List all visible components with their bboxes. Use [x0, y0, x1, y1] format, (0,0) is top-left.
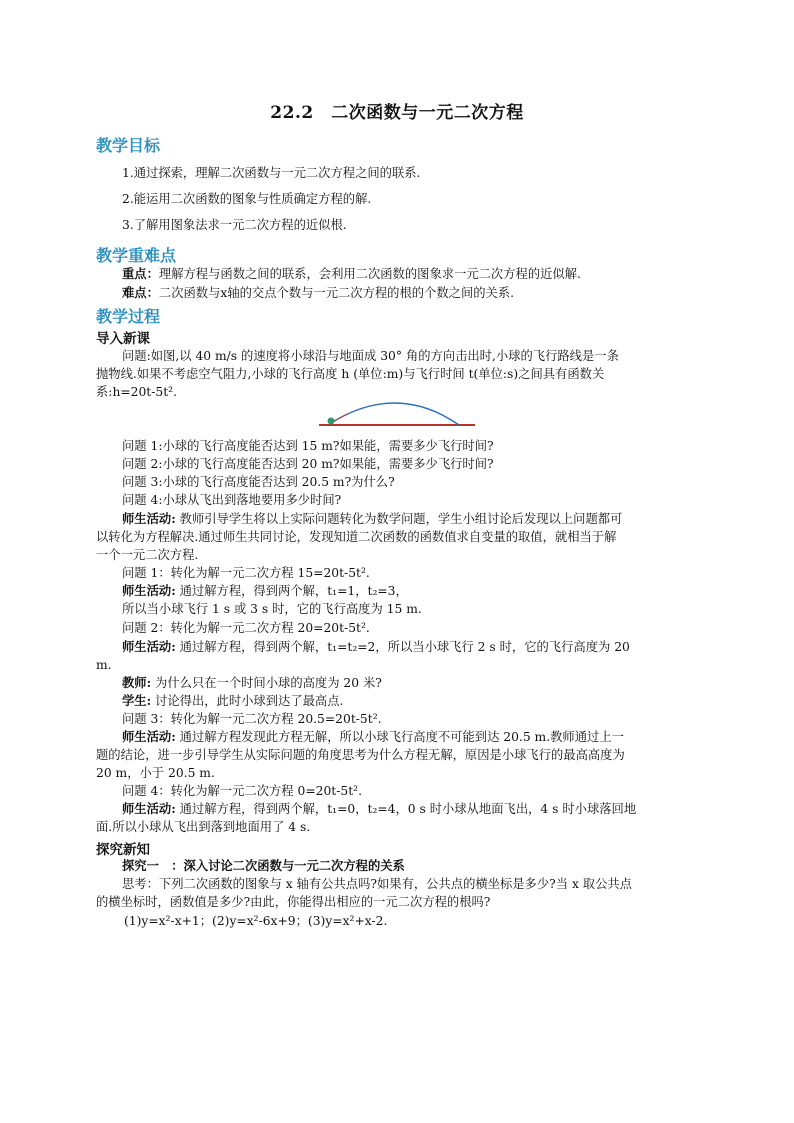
activity-2-line-1 [122, 583, 408, 599]
objective-item-3: 3.了解用图象法求一元二次方程的近似根. [122, 218, 347, 232]
activity-label: 师生活动: [122, 639, 176, 654]
activity-5-line-1 [122, 801, 636, 817]
difficulty-label: 难点： [122, 285, 159, 300]
activity-1-line-3: 一个一元二次方程. [96, 548, 199, 562]
activity-1-line-1 [122, 511, 622, 527]
activity-4-text: 通过解方程发现此方程无解，所以小球飞行高度不可能到达 20.5 m.教师通过上一 [175, 730, 624, 744]
ball-trajectory-figure [317, 396, 477, 430]
focus-line [122, 266, 581, 282]
activity-3-line-2: m. [96, 658, 112, 672]
intro-paragraph-line-3: 系:h=20t-5t². [96, 385, 178, 399]
teacher-text: 为什么只在一个时间小球的高度为 20 米? [151, 676, 382, 690]
objective-item-2: 2.能运用二次函数的图象与性质确定方程的解. [122, 192, 372, 206]
activity-label: 师生活动: [122, 729, 176, 744]
difficulty-line [122, 285, 514, 301]
activity-4-line-3: 20 m，小于 20.5 m. [96, 766, 215, 780]
activity-label: 师生活动: [122, 583, 176, 598]
subheading-explore: 探究新知 [96, 842, 150, 858]
think-line-1: 思考：下列二次函数的图象与 x 轴有公共点吗?如果有，公共点的横坐标是多少?当 x 取公共点 [122, 877, 632, 891]
activity-5-text: 通过解方程，得到两个解，t₁=0，t₂=4，0 s 时小球从地面飞出，4 s 时小球落回地 [175, 802, 637, 816]
activity-4-line-1 [122, 729, 624, 745]
activity-5-line-2: 面.所以小球从飞出到落到地面用了 4 s. [96, 820, 311, 834]
teacher-label: 教师: [122, 675, 152, 690]
section-heading-objectives: 教学目标 [96, 136, 161, 155]
focus-text: 理解方程与函数之间的联系，会利用二次函数的图象求一元二次方程的近似解. [158, 267, 581, 281]
student-line [122, 693, 343, 709]
student-text: 讨论得出，此时小球到达了最高点. [151, 694, 344, 708]
activity-1-text: 教师引导学生将以上实际问题转化为数学问题，学生小组讨论后发现以上问题都可 [175, 512, 623, 526]
section-heading-key-points: 教学重难点 [96, 246, 177, 265]
difficulty-text: 二次函数与x轴的交点个数与一元二次方程的根的个数之间的关系. [158, 286, 515, 300]
problem-3-conversion: 问题 3：转化为解一元二次方程 20.5=20t-5t². [122, 712, 382, 726]
activity-3-line-1 [122, 639, 630, 655]
activity-2-line-2: 所以当小球飞行 1 s 或 3 s 时，它的飞行高度为 15 m. [122, 602, 422, 616]
activity-label: 师生活动: [122, 801, 176, 816]
explore-subheading-1: 探究一 ：深入讨论二次函数与一元二次方程的关系 [122, 858, 405, 873]
think-line-2: 的横坐标时，函数值是多少?由此，你能得出相应的一元二次方程的根吗? [96, 895, 491, 909]
question-3: 问题 3:小球的飞行高度能否达到 20.5 m?为什么? [122, 475, 395, 489]
teacher-line [122, 675, 382, 691]
question-2: 问题 2:小球的飞行高度能否达到 20 m?如果能，需要多少飞行时间? [122, 457, 494, 471]
problem-1-conversion: 问题 1：转化为解一元二次方程 15=20t-5t². [122, 566, 370, 580]
section-heading-process: 教学过程 [96, 307, 161, 326]
problem-4-conversion: 问题 4：转化为解一元二次方程 0=20t-5t². [122, 784, 362, 798]
intro-paragraph-line-1: 问题:如图,以 40 m/s 的速度将小球沿与地面成 30° 角的方向击出时,小球的飞行路线是一条 [122, 349, 619, 363]
activity-2-text: 通过解方程，得到两个解，t₁=1，t₂=3， [175, 584, 408, 598]
question-4: 问题 4:小球从飞出到落地要用多少时间? [122, 493, 342, 507]
intro-paragraph-line-2: 抛物线.如果不考虑空气阻力,小球的飞行高度 h (单位:m)与飞行时间 t(单位:s)之间具有函数关 [96, 367, 605, 381]
activity-4-line-2: 题的结论，进一步引导学生从实际问题的角度思考为什么方程无解，原因是小球飞行的最高高度为 [96, 748, 625, 762]
parabola-path [331, 403, 459, 425]
subheading-intro: 导入新课 [96, 331, 150, 347]
student-label: 学生: [122, 693, 152, 708]
function-list: (1)y=x²-x+1；(2)y=x²-6x+9；(3)y=x²+x-2. [124, 914, 388, 928]
problem-2-conversion: 问题 2：转化为解一元二次方程 20=20t-5t². [122, 621, 370, 635]
activity-3-text: 通过解方程，得到两个解，t₁=t₂=2，所以当小球飞行 2 s 时，它的飞行高度为 20 [175, 640, 630, 654]
objective-item-1: 1.通过探索，理解二次函数与一元二次方程之间的联系. [122, 166, 421, 180]
page-title: 22.2 二次函数与一元二次方程 [270, 103, 524, 123]
activity-1-line-2: 以转化为方程解决.通过师生共同讨论，发现知道二次函数的函数值求自变量的取值，就相当于解 [96, 530, 617, 544]
activity-label: 师生活动: [122, 511, 176, 526]
question-1: 问题 1:小球的飞行高度能否达到 15 m?如果能，需要多少飞行时间? [122, 439, 494, 453]
ball-icon [328, 418, 335, 425]
focus-label: 重点： [122, 266, 159, 281]
